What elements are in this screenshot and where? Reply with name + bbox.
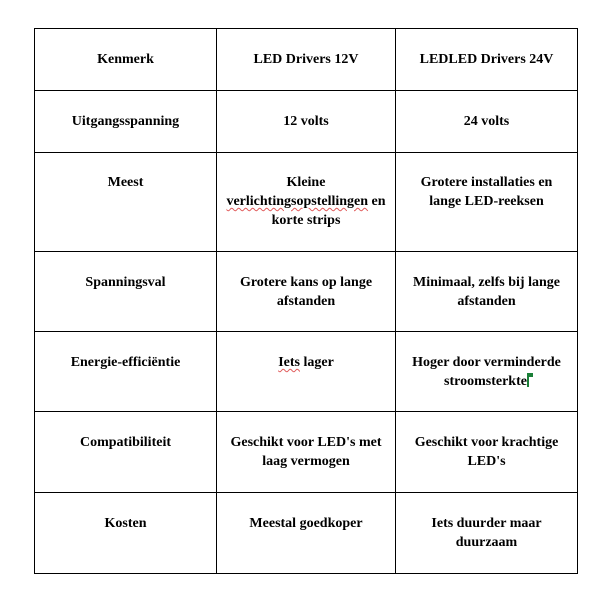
cell-12v[interactable] [217,91,396,153]
value-24v-line2-text: stroomsterkte [444,374,527,389]
value-12v-line2: afstanden [276,294,336,309]
value-24v-line1: Geschikt voor krachtige [414,435,559,450]
cell-feature[interactable] [35,252,217,332]
value-24v-line1: Iets duurder maar [431,516,542,531]
cell-feature[interactable] [35,493,217,574]
cell-feature[interactable] [35,332,217,412]
header-12v-label: LED Drivers 12V [253,52,359,67]
cell-12v[interactable] [217,252,396,332]
table-row [35,153,578,252]
table-row [35,493,578,574]
value-12v-line1: Geschikt voor LED's met [230,435,382,450]
value-24v-line1: Hoger door verminderde [412,355,561,370]
table-row [35,252,578,332]
feature-label: Uitgangsspanning [71,114,180,129]
value-12v: Meestal goedkoper [249,516,363,531]
value-24v-line1: Minimaal, zelfs bij lange [413,275,560,290]
cell-24v[interactable] [396,332,578,412]
value-12v-line2-rest: en [368,194,386,209]
value-12v-line1: Kleine [286,175,326,190]
value-12v-line2 [223,192,389,211]
cell-24v[interactable] [396,412,578,493]
table-header-row [35,29,578,91]
cell-24v[interactable] [396,153,578,252]
header-cell-24v[interactable] [396,29,578,91]
table-row [35,412,578,493]
cell-feature[interactable] [35,412,217,493]
header-24v-label: LEDLED Drivers 24V [419,52,554,67]
value-12v: 12 volts [283,114,329,129]
table-row [35,332,578,412]
feature-label: Compatibiliteit [80,435,171,450]
value-12v-line1 [223,353,389,372]
header-cell-feature[interactable] [35,29,217,91]
value-24v-line2: LED's [467,454,506,469]
value-24v-line2: duurzaam [455,535,518,550]
cell-12v[interactable] [217,332,396,412]
value-24v-line2: lange LED-reeksen [429,194,544,209]
cell-12v[interactable] [217,412,396,493]
value-12v-line1: Grotere kans op lange [239,275,373,290]
comparison-table [34,28,578,574]
cell-12v[interactable] [217,153,396,252]
header-feature-label: Kenmerk [97,52,154,67]
value-24v-line2 [402,372,571,391]
feature-label: Spanningsval [85,275,166,290]
value-24v-line2: afstanden [457,294,516,309]
text-cursor-icon [527,373,529,387]
cell-feature[interactable] [35,153,217,252]
value-12v-rest: lager [299,355,334,370]
table-row [35,91,578,153]
header-cell-12v[interactable] [217,29,396,91]
spellcheck-word: verlichtingsopstellingen [226,194,369,209]
value-24v-line1: Grotere installaties en [420,175,553,190]
feature-label: Energie-efficiëntie [70,355,181,370]
feature-label: Meest [107,175,144,190]
spellcheck-word: Iets [278,355,300,370]
cell-24v[interactable] [396,252,578,332]
cell-feature[interactable] [35,91,217,153]
cell-24v[interactable] [396,493,578,574]
cell-24v[interactable] [396,91,578,153]
feature-label: Kosten [104,516,147,531]
cell-12v[interactable] [217,493,396,574]
value-24v: 24 volts [463,114,510,129]
value-12v-line3: korte strips [271,213,341,228]
value-12v-line2: laag vermogen [262,454,350,469]
